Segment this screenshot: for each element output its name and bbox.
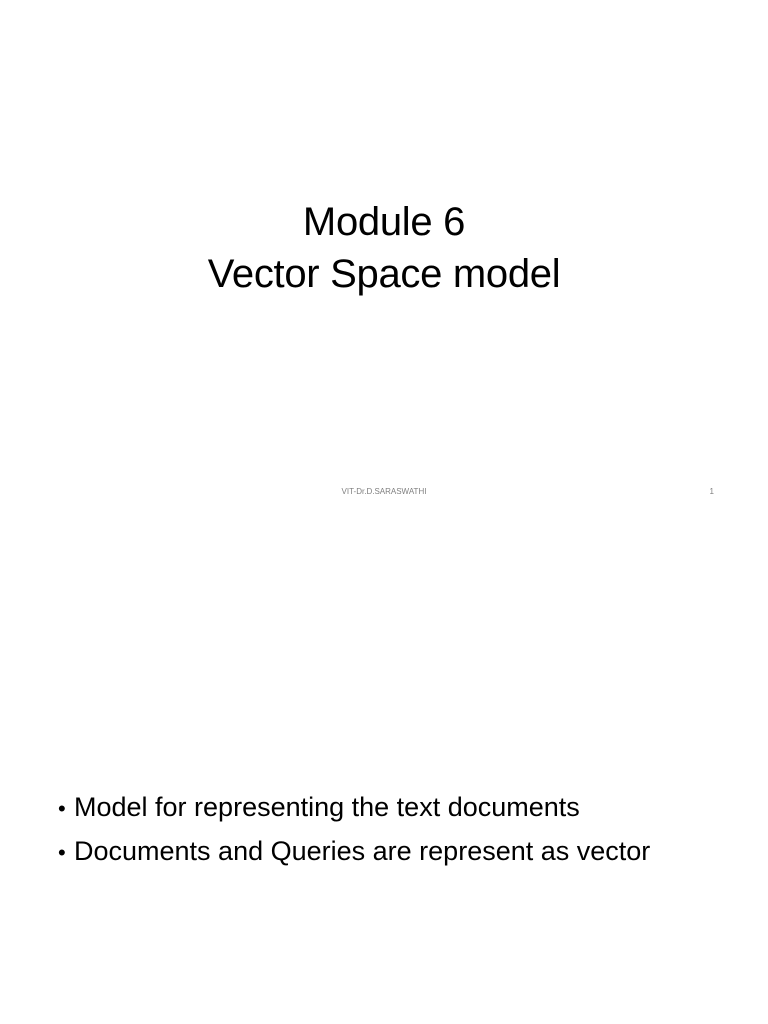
bullet-marker-icon: • (58, 796, 66, 821)
content-slide (0, 512, 768, 1024)
slide-title (0, 196, 768, 300)
bullet-marker-icon: • (58, 840, 66, 865)
bullet-list (58, 786, 748, 874)
bullet-item (58, 786, 748, 830)
slide-page-number: 1 (709, 487, 714, 496)
title-line-module: Module 6 (302, 200, 466, 244)
bullet-item (58, 830, 748, 874)
footer-author: VIT-Dr.D.SARASWATHI (341, 487, 427, 496)
bullet-text: Documents and Queries are represent as vector (74, 836, 651, 866)
bullet-text: Model for representing the text documents (74, 792, 580, 822)
title-line-topic: Vector Space model (207, 252, 561, 296)
